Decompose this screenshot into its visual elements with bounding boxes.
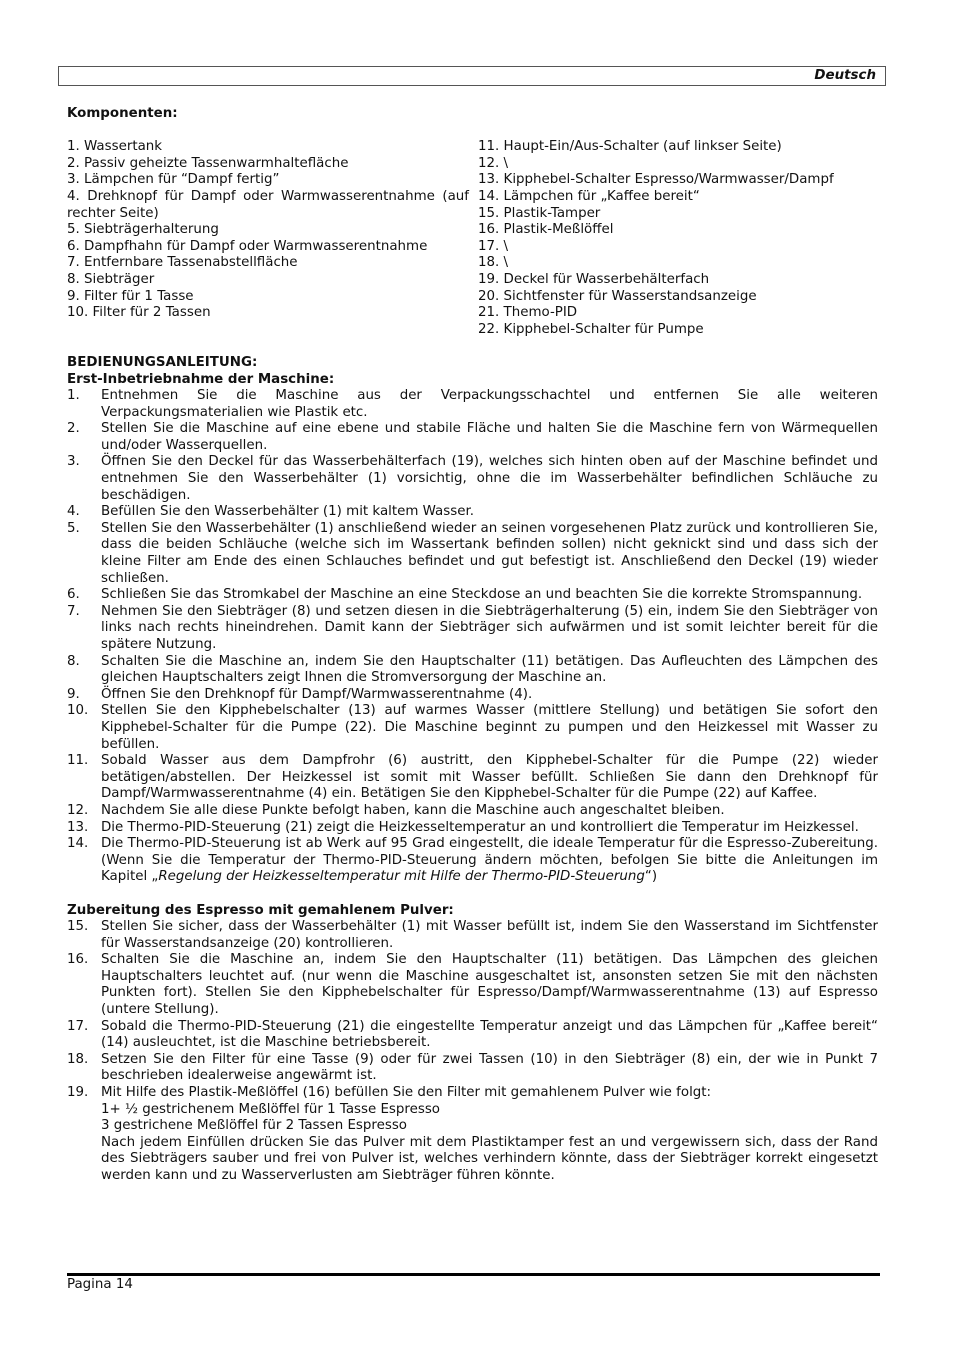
page-number: Pagina 14 xyxy=(67,1277,133,1292)
component-item: 8. Siebträger xyxy=(67,271,155,287)
components-list xyxy=(67,139,878,338)
step-number: 3. xyxy=(67,454,80,470)
step-number: 6. xyxy=(67,587,80,603)
step-text: Befüllen Sie den Wasserbehälter (1) mit kaltem Wasser. xyxy=(101,504,474,520)
component-item: 7. Entfernbare Tassenabstellfläche xyxy=(67,255,298,271)
step-text: Stellen Sie den Kipphebelschalter (13) auf warmes Wasser (mittlere Stellung) und betätigen Sie sofort den Kipphebel-Schalter für die Pumpe (22). Die Maschine beginnt zu pumpen und den Heizkessel mit Wasser zu befüllen. xyxy=(101,703,878,752)
component-item: 22. Kipphebel-Schalter für Pumpe xyxy=(478,321,704,337)
component-item: 16. Plastik-Meßlöffel xyxy=(478,222,614,238)
tamping-note: Nach jedem Einfüllen drücken Sie das Pulver mit dem Plastiktamper fest an und vergewissern sich, dass der Rand des Siebträgers sauber und frei von Pulver ist, welches verhindern könnte, dass der Siebträger korrekt eingesetzt werden kann und zu Wasserverlusten am Siebträger führen könnte. xyxy=(101,1134,878,1183)
step-number: 7. xyxy=(67,603,80,619)
step-19 xyxy=(67,1085,878,1185)
component-item: 18. \ xyxy=(478,255,509,271)
component-item: 13. Kipphebel-Schalter Espresso/Warmwasser/Dampf xyxy=(478,172,834,188)
instruction-step xyxy=(67,1019,878,1052)
step-14 xyxy=(67,836,878,886)
chapter-reference: Regelung der Heizkesseltemperatur mit Hilfe der Thermo-PID-Steuerung xyxy=(158,869,645,885)
instruction-step xyxy=(67,803,878,820)
step-number: 4. xyxy=(67,504,80,520)
step-number: 11. xyxy=(67,753,89,769)
header-box xyxy=(58,66,886,86)
instruction-step xyxy=(67,504,878,521)
step-number: 12. xyxy=(67,802,89,818)
instruction-step xyxy=(67,521,878,587)
step-number: 15. xyxy=(67,919,89,935)
instruction-step xyxy=(67,421,878,454)
instruction-step xyxy=(67,919,878,952)
instruction-step xyxy=(67,753,878,803)
instruction-step xyxy=(67,587,878,604)
instruction-step xyxy=(67,687,878,704)
instruction-step xyxy=(67,654,878,687)
component-item: 19. Deckel für Wasserbehälterfach xyxy=(478,271,710,287)
step-text: Öffnen Sie den Drehknopf für Dampf/Warmwasserentnahme (4). xyxy=(101,686,533,702)
component-item: 11. Haupt-Ein/Aus-Schalter (auf linkser Seite) xyxy=(478,139,782,155)
component-item: 12. \ xyxy=(478,155,509,171)
step-number: 1. xyxy=(67,388,80,404)
step-text: Öffnen Sie den Deckel für das Wasserbehälterfach (19), welches sich hinten oben auf der Maschine befindet und entnehmen Sie den Wasserbehälter (1) vorsichtig, ohne die im Wasserbehälter befindlichen Schläuche zu beschädigen. xyxy=(101,454,878,503)
espresso-steps xyxy=(67,919,878,1085)
instruction-step xyxy=(67,820,878,837)
component-item: 21. Themo-PID xyxy=(478,305,578,321)
component-item: 2. Passiv geheizte Tassenwarmhaltefläche xyxy=(67,155,349,171)
component-item: 20. Sichtfenster für Wasserstandsanzeige xyxy=(478,288,757,304)
step-text: Die Thermo-PID-Steuerung (21) zeigt die Heizkesseltemperatur an und kontrolliert die Temperatur im Heizkessel. xyxy=(101,819,859,835)
step-text: Mit Hilfe des Plastik-Meßlöffel (16) befüllen Sie den Filter mit gemahlenem Pulver wie folgt: xyxy=(101,1085,712,1101)
step-number: 9. xyxy=(67,686,80,702)
step-text: Stellen Sie den Wasserbehälter (1) anschließend wieder an seinen vorgesehenen Platz zurück und kontrollieren Sie, dass die beiden Schläuche (welche sich im Wassertank befinden sollen) nicht geknickt sind und dass sich der kleine Filter am Ende des einen Schlauches befindet und gut befestigt ist. Anschließend den Deckel (19) wieder schließen. xyxy=(101,520,878,586)
espresso-heading: Zubereitung des Espresso mit gemahlenem Pulver: xyxy=(67,902,454,918)
instruction-step xyxy=(67,454,878,504)
step-number: 18. xyxy=(67,1051,89,1067)
instruction-step xyxy=(67,604,878,654)
component-item: 10. Filter für 2 Tassen xyxy=(67,305,211,321)
step-text: Nachdem Sie alle diese Punkte befolgt haben, kann die Maschine auch angeschaltet bleiben. xyxy=(101,802,725,818)
instructions-heading: BEDIENUNGSANLEITUNG: xyxy=(67,354,258,370)
component-item: 6. Dampfhahn für Dampf oder Warmwasserentnahme xyxy=(67,238,428,254)
components-left-column xyxy=(67,139,478,338)
step-text-end: “) xyxy=(644,869,658,885)
step-text: Die Thermo-PID-Steuerung ist ab Werk auf 95 Grad eingestellt, die ideale Temperatur für die Espresso-Zubereitung. (Wenn Sie die Temperatur der Thermo-PID-Steuerung ändern möchten, befolgen Sie bitte die Anleitungen im Kapitel „ xyxy=(101,836,878,885)
step-text: Stellen Sie die Maschine auf eine ebene und stabile Fläche und halten Sie die Maschine fern von Wärmequellen und/oder Wasserquellen. xyxy=(101,421,878,453)
step-text: Stellen Sie sicher, dass der Wasserbehälter (1) mit Wasser befüllt ist, indem Sie den Wasserstand im Sichtfenster für Wasserstandsanzeige (20) kontrollieren. xyxy=(101,919,878,951)
step-text: Schalten Sie die Maschine an, indem Sie den Hauptschalter (11) betätigen. Das Lämpchen des gleichen Hauptschalters leuchtet auf. (nur wenn die Maschine ausgeschaltet ist, ansonsten setzen Sie mit den nächsten Punkten fort). Stellen Sie den Kipphebelschalter für Espresso/Dampf/Warmwasserentnahme (13) auf Espresso (untere Stellung). xyxy=(101,952,878,1018)
step-text: Sobald Wasser aus dem Dampfrohr (6) austritt, den Kipphebel-Schalter für die Pumpe (22) wieder betätigen/abstellen. Der Heizkessel ist somit mit Wasser befüllt. Schließen Sie dann den Drehknopf für Dampf/Warmwasserentnahme (4) ein. Betätigen Sie den Kipphebel-Schalter für die Pumpe (22) auf Kaffee. xyxy=(101,753,878,802)
language-label: Deutsch xyxy=(814,68,876,83)
component-item: 17. \ xyxy=(478,238,509,254)
step-text: Schalten Sie die Maschine an, indem Sie den Hauptschalter (11) betätigen. Das Aufleuchten des Lämpchen des gleichen Hauptschalters zeigt Ihnen die Stromversorgung der Maschine an. xyxy=(101,653,878,686)
step-number: 14. xyxy=(67,836,89,852)
step-text: Entnehmen Sie die Maschine aus der Verpackungsschachtel und entfernen Sie alle weiteren Verpackungsmaterialien wie Plastik etc. xyxy=(101,388,878,420)
step-number: 2. xyxy=(67,421,80,437)
component-item: 4. Drehknopf für Dampf oder Warmwasserentnahme (auf rechter Seite) xyxy=(67,188,469,221)
components-heading: Komponenten: xyxy=(67,106,178,121)
step-number: 10. xyxy=(67,703,89,719)
component-item: 5. Siebträgerhalterung xyxy=(67,222,219,238)
footer-rule xyxy=(67,1273,880,1276)
step-number: 5. xyxy=(67,520,80,536)
component-item: 1. Wassertank xyxy=(67,139,163,155)
step-number: 17. xyxy=(67,1018,89,1034)
step-number: 16. xyxy=(67,952,89,968)
step-number: 13. xyxy=(67,819,89,835)
component-item: 3. Lämpchen für “Dampf fertig” xyxy=(67,172,280,188)
components-right-column xyxy=(478,139,878,338)
first-use-steps xyxy=(67,388,878,836)
dose-two-cups: 3 gestrichene Meßlöffel für 2 Tassen Espresso xyxy=(101,1118,407,1134)
instruction-step xyxy=(67,703,878,753)
component-item: 9. Filter für 1 Tasse xyxy=(67,288,194,304)
instruction-step xyxy=(67,388,878,421)
step-number: 8. xyxy=(67,653,80,669)
step-text: Nehmen Sie den Siebträger (8) und setzen diesen in die Siebträgerhalterung (5) ein, indem Sie den Siebträger von links nach rechts hineindrehen. Damit kann der Siebträger sich aufwärmen und ist somit leichter bereit für die spätere Nutzung. xyxy=(101,603,878,652)
step-text: Schließen Sie das Stromkabel der Maschine an eine Steckdose an und beachten Sie die korrekte Stromspannung. xyxy=(101,587,863,603)
instruction-step xyxy=(67,952,878,1018)
step-text: Sobald die Thermo-PID-Steuerung (21) die eingestellte Temperatur anzeigt und das Lämpchen für „Kaffee bereit“ (14) ausleuchtet, ist die Maschine betriebsbereit. xyxy=(101,1018,878,1051)
component-item: 15. Plastik-Tamper xyxy=(478,205,601,221)
step-text: Setzen Sie den Filter für eine Tasse (9) oder für zwei Tassen (10) in den Siebträger (8) ein, der wie in Punkt 7 beschrieben idealerweise angewärmt ist. xyxy=(101,1051,878,1084)
first-use-heading: Erst-Inbetriebnahme der Maschine: xyxy=(67,371,335,387)
step-number: 19. xyxy=(67,1085,89,1101)
component-item: 14. Lämpchen für „Kaffee bereit“ xyxy=(478,188,700,204)
document-body xyxy=(67,106,878,1185)
dose-one-cup: 1+ ½ gestrichenem Meßlöffel für 1 Tasse Espresso xyxy=(101,1101,441,1117)
instruction-step xyxy=(67,1052,878,1085)
